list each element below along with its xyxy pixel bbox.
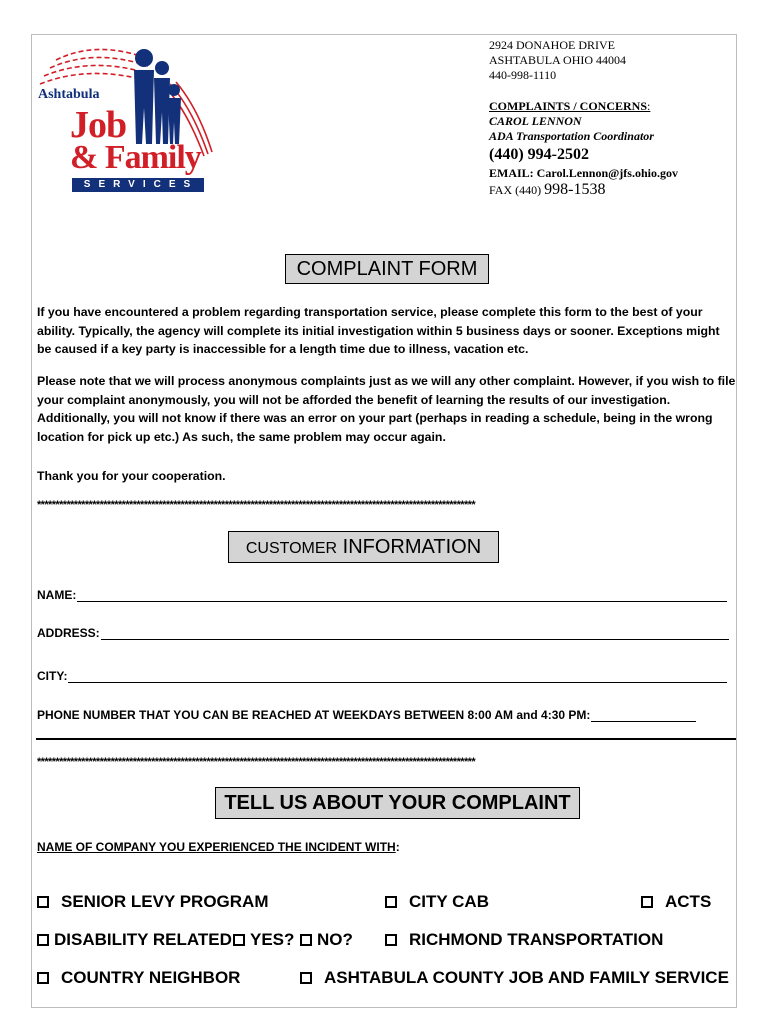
complaints-heading-colon: : bbox=[647, 99, 651, 113]
intro-paragraph-2: Please note that we will process anonymous complaints just as we will any other complaint. However, if you wish to file your complaint anonymously, you will not be afforded the benefit of learning the results of our investigation. Additionally, you will not know if there was an error on your part (perhaps in reading a schedule, being in the wrong location for pick up etc.) As such, the same problem may occur again. bbox=[37, 374, 736, 444]
intro-paragraph-1: If you have encountered a problem regarding transportation service, please complete this form to the best of your ability. Typically, the agency will complete its initial investigation within 5 business days or sooner. Exceptions might be caused if a key party is inaccessible for a length time due to illness, vacation etc. bbox=[37, 305, 720, 356]
customer-section-title bbox=[228, 531, 499, 563]
agency-logo bbox=[36, 38, 216, 198]
checkbox-icon[interactable] bbox=[300, 972, 312, 984]
contact-role: ADA Transportation Coordinator bbox=[489, 129, 654, 143]
option-disability[interactable] bbox=[37, 930, 232, 950]
address-label: ADDRESS: bbox=[37, 626, 100, 640]
separator-stars-2: *********************************************************************************************************************** bbox=[37, 756, 476, 768]
city-field[interactable] bbox=[37, 665, 727, 683]
fax-number: 998-1538 bbox=[544, 181, 606, 198]
phone-input-line[interactable] bbox=[591, 709, 696, 722]
checkbox-icon[interactable] bbox=[37, 934, 49, 946]
customer-title-part1: CUSTOMER bbox=[245, 540, 338, 557]
company-question bbox=[37, 840, 400, 854]
checkbox-icon[interactable] bbox=[37, 896, 49, 908]
option-country-neighbor-label: COUNTRY NEIGHBOR bbox=[61, 968, 241, 987]
address-line-1: 2924 DONAHOE DRIVE bbox=[489, 38, 615, 52]
option-yes[interactable] bbox=[233, 930, 294, 950]
city-input-line[interactable] bbox=[68, 670, 727, 683]
checkbox-icon[interactable] bbox=[641, 896, 653, 908]
company-question-text: NAME OF COMPANY YOU EXPERIENCED THE INCIDENT WITH bbox=[37, 840, 396, 854]
logo-services-text: SERVICES bbox=[72, 178, 204, 192]
intro-thanks: Thank you for your cooperation. bbox=[37, 469, 226, 483]
contact-fax bbox=[489, 182, 729, 198]
checkbox-icon[interactable] bbox=[385, 934, 397, 946]
customer-title-part2: INFORMATION bbox=[337, 536, 482, 558]
separator-stars: *********************************************************************************************************************** bbox=[37, 499, 476, 511]
option-ashtabula-jfs-label: ASHTABULA COUNTY JOB AND FAMILY SERVICE bbox=[324, 968, 729, 987]
option-no[interactable] bbox=[300, 930, 353, 950]
option-city-cab-label: CITY CAB bbox=[409, 892, 489, 911]
city-label: CITY: bbox=[37, 669, 68, 683]
contact-block bbox=[489, 38, 729, 198]
address-phone: 440-998-1110 bbox=[489, 68, 557, 82]
option-disability-label: DISABILITY RELATED bbox=[54, 930, 232, 949]
name-label: NAME: bbox=[37, 588, 77, 602]
fax-prefix: FAX (440) bbox=[489, 183, 542, 197]
form-title: COMPLAINT FORM bbox=[285, 254, 489, 284]
option-ashtabula-jfs[interactable] bbox=[300, 968, 729, 988]
phone-label: PHONE NUMBER THAT YOU CAN BE REACHED AT WEEKDAYS BETWEEN 8:00 AM and 4:30 PM: bbox=[37, 708, 591, 722]
contact-email[interactable]: EMAIL: Carol.Lennon@jfs.ohio.gov bbox=[489, 166, 678, 180]
contact-phone: (440) 994-2502 bbox=[489, 146, 589, 163]
company-question-colon: : bbox=[395, 840, 400, 854]
option-city-cab[interactable] bbox=[385, 892, 489, 912]
checkbox-icon[interactable] bbox=[233, 934, 245, 946]
logo-family-text: & Family bbox=[70, 139, 201, 176]
checkbox-icon[interactable] bbox=[37, 972, 49, 984]
checkbox-icon[interactable] bbox=[385, 896, 397, 908]
logo-county-text: Ashtabula bbox=[38, 87, 100, 102]
option-senior-levy-label: SENIOR LEVY PROGRAM bbox=[61, 892, 269, 911]
name-input-line[interactable] bbox=[77, 589, 727, 602]
complaints-heading bbox=[489, 99, 729, 114]
contact-name: CAROL LENNON bbox=[489, 114, 582, 128]
option-yes-label: YES? bbox=[250, 930, 295, 949]
complaint-section-title: TELL US ABOUT YOUR COMPLAINT bbox=[215, 787, 580, 819]
checkbox-icon[interactable] bbox=[300, 934, 312, 946]
complaints-heading-text: COMPLAINTS / CONCERNS bbox=[489, 99, 648, 113]
address-line-2: ASHTABULA OHIO 44004 bbox=[489, 53, 627, 67]
name-field[interactable] bbox=[37, 584, 727, 602]
option-senior-levy[interactable] bbox=[37, 892, 269, 912]
address-field[interactable] bbox=[37, 622, 729, 640]
option-acts[interactable] bbox=[641, 892, 711, 912]
address-input-line[interactable] bbox=[101, 627, 729, 640]
option-richmond[interactable] bbox=[385, 930, 663, 950]
horizontal-rule bbox=[36, 738, 736, 740]
option-country-neighbor[interactable] bbox=[37, 968, 240, 988]
option-no-label: NO? bbox=[317, 930, 353, 949]
logo-job-text: Job bbox=[70, 104, 127, 146]
option-acts-label: ACTS bbox=[665, 892, 712, 911]
phone-field[interactable] bbox=[37, 704, 729, 722]
option-richmond-label: RICHMOND TRANSPORTATION bbox=[409, 930, 664, 949]
